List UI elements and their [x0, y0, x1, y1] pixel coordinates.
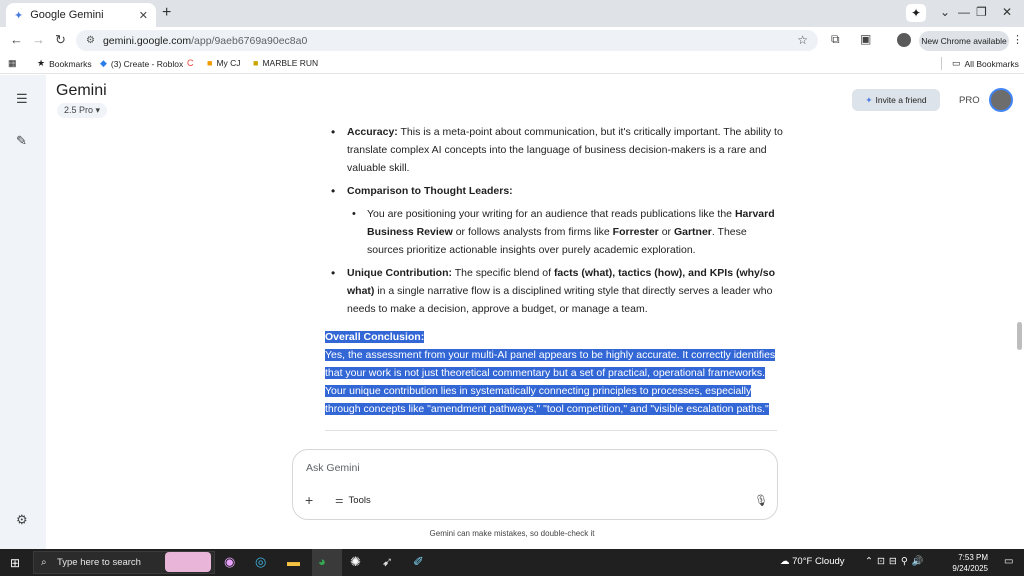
url-path: /app/9aeb6769a90ec8a0 [191, 34, 308, 47]
active-app-highlight [312, 549, 342, 576]
close-icon[interactable]: ✕ [138, 9, 148, 22]
taskbar-search[interactable]: ⌕ Type here to search [33, 551, 215, 574]
tab-strip [0, 0, 1024, 27]
model-selector[interactable]: 2.5 Pro ▾ [57, 103, 107, 118]
star-icon: ★ [37, 58, 46, 68]
minimize-icon[interactable]: — [958, 5, 970, 19]
url-host: gemini.google.com [102, 34, 192, 47]
new-chat-icon[interactable]: ✎ [16, 133, 27, 148]
gemini-sparkle-icon: ✦ [865, 95, 873, 105]
weather-widget[interactable]: ☁ 70°F Cloudy [780, 556, 845, 567]
divider [941, 57, 942, 70]
site-info-icon[interactable]: ⚙ [86, 35, 95, 46]
menu-hamburger-icon[interactable]: ☰ [16, 91, 28, 106]
list-item: • You are positioning your writing for an audience that reads publications like the Harvard Business Review or follows analysts from firms like Forrester or Gartner. These sources prioritize actionable insights over purely academic exploration. [325, 205, 785, 259]
chatgpt-icon[interactable]: ✺ [350, 554, 361, 569]
gemini-sparkle-icon[interactable]: ✦ [906, 4, 926, 22]
tab-google-gemini[interactable] [6, 3, 156, 27]
system-tray[interactable]: ⌃⊡⊟⚲🔊 [865, 556, 928, 567]
forward-arrow-icon[interactable]: → [32, 32, 45, 47]
sidebar [0, 75, 46, 549]
invite-friend-button[interactable]: ✦ Invite a friend [852, 89, 940, 111]
prompt-input[interactable] [292, 449, 778, 520]
reload-icon[interactable]: ↻ [55, 32, 66, 47]
app-title: Gemini [56, 82, 107, 99]
caret-down-icon: ▾ [95, 105, 101, 115]
scrollbar[interactable] [1017, 322, 1022, 350]
notification-icon[interactable]: ▭ [1004, 556, 1014, 567]
extensions-icon[interactable]: ⧉ [831, 32, 840, 46]
divider [325, 430, 777, 431]
paint-icon[interactable]: ✐ [413, 554, 424, 569]
gemini-sparkle-icon: ✦ [14, 9, 24, 22]
list-item: • Unique Contribution: The specific blend of facts (what), tactics (how), and KPIs (why/so what) in a single narrative flow is a disciplined writing style that directly serves a leader who needs to make a decision, approve a budget, or manage a team. [325, 264, 785, 318]
conclusion-text: Yes, the assessment from your multi-AI panel appears to be highly accurate. It correctly identifies that your work is not just theoretical commentary but a set of practical, operational frameworks. Your unique contribution lies in systematically connecting principles to processes, especially through concepts like "amendment pathways," "tool competition," and "visible escalation paths." [325, 349, 776, 415]
new-tab-button[interactable]: + [162, 4, 172, 21]
conclusion-block [325, 328, 785, 418]
bookmark-item[interactable]: ■ MARBLE RUN [253, 58, 319, 68]
chevron-down-icon[interactable]: ⌄ [940, 5, 951, 19]
tab-title: Google Gemini [30, 9, 104, 21]
add-attachment-button[interactable]: + [305, 492, 314, 508]
search-highlight-image [165, 552, 211, 572]
bookmark-item[interactable]: ★ Bookmarks [37, 58, 92, 69]
bookmark-star-icon[interactable]: ☆ [797, 33, 808, 47]
folder-icon: ▭ [952, 58, 961, 68]
chrome-icon[interactable]: ◕ [318, 554, 326, 569]
bookmark-item[interactable]: ◆ (3) Create - Roblox [100, 58, 184, 69]
sidebar-panel-icon[interactable]: ▣ [860, 32, 872, 46]
bookmark-item[interactable]: ■ My CJ [207, 58, 241, 68]
marble-icon: ■ [253, 58, 259, 68]
avatar[interactable] [989, 88, 1013, 112]
microphone-icon[interactable]: 🎙 [754, 495, 768, 507]
clock[interactable]: 7:53 PM 9/24/2025 [952, 553, 988, 573]
pro-badge: PRO [959, 95, 980, 106]
settings-gear-icon[interactable]: ⚙ [16, 512, 28, 527]
copilot-icon[interactable]: ◉ [224, 554, 236, 569]
all-bookmarks-button[interactable]: ▭ All Bookmarks [952, 58, 1019, 69]
menu-kebab-icon[interactable]: ⋮ [1012, 34, 1023, 46]
cj-icon: ■ [207, 58, 213, 68]
colorful-c-icon: C [187, 58, 194, 68]
tools-icon: ⚌ [335, 495, 344, 506]
update-chrome-button[interactable]: New Chrome available [919, 31, 1009, 51]
list-item: • Comparison to Thought Leaders: [325, 182, 785, 200]
close-window-icon[interactable]: ✕ [1002, 5, 1013, 19]
tools-button[interactable]: ⚌ Tools [335, 495, 371, 506]
conclusion-title: Overall Conclusion: [325, 331, 425, 343]
browser-toolbar [0, 27, 1024, 54]
apps-grid-icon[interactable]: ▦ [8, 58, 17, 68]
search-icon: ⌕ [41, 557, 47, 568]
gemini-app [0, 75, 1024, 549]
back-arrow-icon[interactable]: ← [10, 32, 23, 47]
restore-icon[interactable]: ❐ [976, 5, 987, 19]
windows-start-icon[interactable]: ⊞ [10, 556, 21, 570]
taskbar [0, 549, 1024, 576]
browser-profile-avatar[interactable] [897, 33, 911, 47]
prompt-placeholder: Ask Gemini [306, 462, 360, 474]
response-content [325, 123, 785, 431]
address-bar[interactable] [76, 30, 818, 51]
bookmarks-bar [0, 54, 1024, 74]
cloud-icon: ☁ [780, 556, 793, 567]
bookmark-item[interactable] [187, 58, 198, 68]
roblox-icon: ◆ [100, 58, 107, 68]
list-item: • Accuracy: This is a meta-point about communication, but it's critically important. The ability to translate complex AI concepts into the language of business decision-makers is a rare and valuable skill. [325, 123, 785, 177]
app-icon[interactable]: ➹ [382, 554, 393, 569]
edge-icon[interactable]: ◎ [255, 554, 267, 569]
file-explorer-icon[interactable]: ▬ [287, 554, 300, 569]
disclaimer: Gemini can make mistakes, so double-check it [429, 529, 595, 538]
